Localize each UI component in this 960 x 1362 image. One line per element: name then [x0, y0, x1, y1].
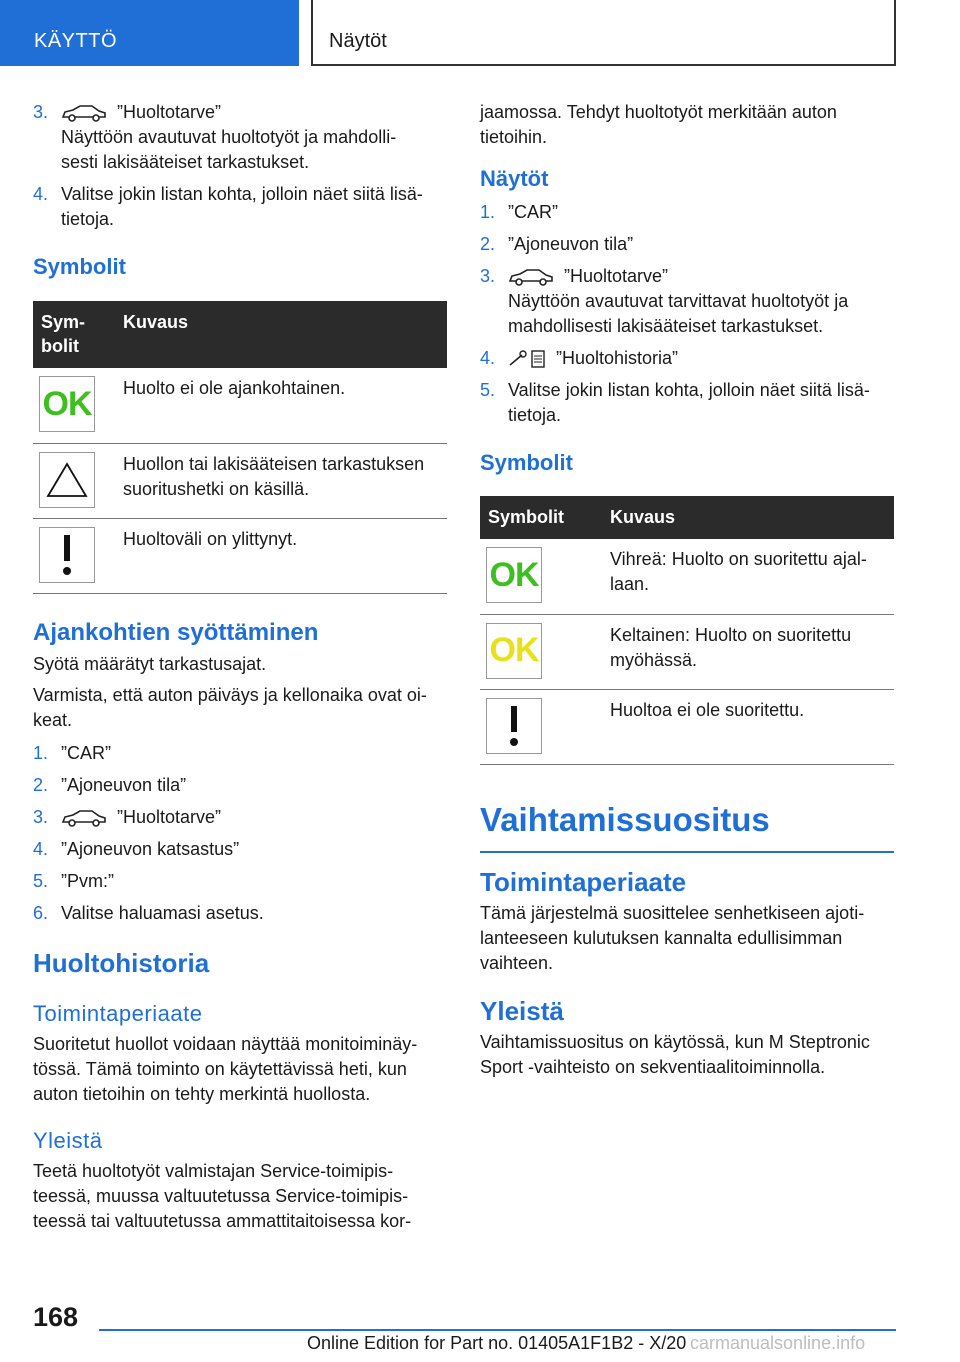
- ok-green-icon: OK: [486, 547, 542, 603]
- table-cell-description: Vihreä: Huolto on suoritettu ajal- laan.: [602, 539, 894, 614]
- footer-edition: Online Edition for Part no. 01405A1F1B2 - X/20: [307, 1333, 687, 1353]
- table-cell-description: Huolto ei ole ajankohtainen.: [115, 368, 447, 443]
- exclamation-icon: [486, 698, 542, 754]
- table-row: [33, 443, 447, 518]
- list-number: 4.: [480, 348, 496, 368]
- table-cell-description: Huoltoväli on ylittynyt.: [115, 518, 447, 593]
- table-row: [480, 614, 894, 689]
- list-text: Valitse jokin listan kohta, jolloin näet siitä lisä- tietoja.: [508, 380, 870, 425]
- list-number: 1.: [480, 202, 496, 222]
- gear-heading: Vaihtamissuositus: [480, 801, 894, 853]
- history-heading: Huoltohistoria: [33, 947, 210, 978]
- table-header-description: Kuvaus: [115, 301, 447, 368]
- paragraph: Varmista, että auton päiväys ja kellonaika ovat oi- keat.: [33, 684, 427, 730]
- table-row: [33, 368, 447, 443]
- list-item: [33, 869, 447, 894]
- list-text: ”CAR”: [61, 742, 111, 763]
- right-column: [480, 100, 894, 1080]
- list-item: [480, 200, 894, 225]
- list-text: ”Huoltotarve”: [117, 102, 222, 122]
- symbols-table: [480, 496, 894, 765]
- list-text: Valitse jokin listan kohta, jolloin näet siitä lisä- tietoja.: [61, 184, 423, 229]
- table-cell-description: Huollon tai lakisääteisen tarkastuksen suoritushetki on käsillä.: [115, 443, 447, 518]
- paragraph: Teetä huoltotyöt valmistajan Service-toimipis- teessä, muussa valtuutetussa Service-toimipis- teessä tai valtuutetussa ammattitaitoisessa kor-: [33, 1160, 412, 1231]
- gear-general-heading: Yleistä: [480, 995, 564, 1026]
- list-item: [33, 100, 447, 175]
- watermark: carmanualsonline.info: [690, 1333, 866, 1353]
- list-item: [33, 901, 447, 926]
- list-text: ”Huoltotarve”: [564, 266, 669, 286]
- list-text: ”Huoltotarve”: [117, 806, 222, 827]
- list-item: [480, 232, 894, 257]
- list-text: ”Ajoneuvon tila”: [61, 774, 187, 795]
- list-text: ”Pvm:”: [61, 870, 114, 891]
- list-number: 3.: [480, 266, 496, 286]
- car-icon: [61, 809, 107, 827]
- list-item: [480, 378, 894, 428]
- principle-heading: Toimintaperiaate: [33, 1000, 203, 1026]
- page-number: 168: [33, 1302, 79, 1332]
- car-icon: [61, 104, 107, 122]
- car-icon: [508, 268, 554, 286]
- warning-triangle-icon: [39, 452, 95, 508]
- table-header-symbol: Symbolit: [480, 496, 602, 539]
- section-label: KÄYTTÖ: [34, 30, 118, 52]
- list-number: 2.: [480, 234, 496, 254]
- table-header-row: [33, 301, 447, 368]
- list-item: [33, 741, 447, 766]
- table-header-row: [480, 496, 894, 539]
- paragraph: jaamossa. Tehdyt huoltotyöt merkitään auton tietoihin.: [480, 102, 837, 147]
- table-cell-description: Huoltoa ei ole suoritettu.: [602, 689, 894, 764]
- list-number: 4.: [33, 838, 49, 859]
- ok-yellow-icon: OK: [486, 623, 542, 679]
- list-number: 5.: [33, 870, 49, 891]
- table-header-description: Kuvaus: [602, 496, 894, 539]
- list-number: 3.: [33, 806, 49, 827]
- list-number: 1.: [33, 742, 49, 763]
- date-heading: Ajankohtien syöttäminen: [33, 618, 319, 646]
- list-subtext: Näyttöön avautuvat tarvittavat huoltotyöt ja mahdollisesti lakisääteiset tarkastukset.: [508, 291, 849, 336]
- table-row: [480, 539, 894, 614]
- page-title: Näytöt: [329, 30, 387, 52]
- ok-green-icon: OK: [39, 376, 95, 432]
- list-item: [480, 264, 894, 339]
- general-heading: Yleistä: [33, 1127, 103, 1153]
- symbols-heading: Symbolit: [33, 254, 126, 279]
- list-text: ”Ajoneuvon tila”: [508, 234, 634, 254]
- paragraph: Suoritetut huollot voidaan näyttää monitoiminäy- tössä. Tämä toiminto on käytettävissä heti, kun auton tietoihin on tehty merkintä huollosta.: [33, 1033, 418, 1104]
- list-number: 6.: [33, 902, 49, 923]
- paragraph: Vaihtamissuositus on käytössä, kun M Steptronic Sport -vaihteisto on sekventiaalitoiminnolla.: [480, 1031, 870, 1077]
- table-cell-description: Keltainen: Huolto on suoritettu myöhässä.: [602, 614, 894, 689]
- table-row: [480, 689, 894, 764]
- service-history-icon: [508, 349, 546, 369]
- list-number: 3.: [33, 102, 49, 122]
- list-text: ”Huoltohistoria”: [556, 348, 679, 368]
- list-item: [33, 837, 447, 862]
- displays-heading: Näytöt: [480, 166, 549, 191]
- exclamation-icon: [39, 527, 95, 583]
- list-number: 5.: [480, 380, 496, 400]
- list-text: ”Ajoneuvon katsastus”: [61, 838, 240, 859]
- gear-principle-heading: Toimintaperiaate: [480, 866, 687, 897]
- left-column: [33, 100, 447, 1234]
- paragraph: Syötä määrätyt tarkastusajat.: [33, 653, 267, 674]
- list-item: [33, 805, 447, 830]
- list-text: ”CAR”: [508, 202, 558, 222]
- table-row: [33, 518, 447, 593]
- symbols-table: [33, 301, 447, 594]
- list-number: 2.: [33, 774, 49, 795]
- list-subtext: Näyttöön avautuvat huoltotyöt ja mahdolli- sesti lakisääteiset tarkastukset.: [61, 127, 397, 172]
- list-item: [33, 773, 447, 798]
- section-tab: [0, 0, 299, 66]
- table-header-symbol: Sym- bolit: [33, 301, 115, 368]
- list-item: [480, 346, 894, 371]
- list-number: 4.: [33, 184, 49, 204]
- footer-divider: [99, 1329, 896, 1331]
- symbols-heading: Symbolit: [480, 450, 573, 475]
- list-text: Valitse haluamasi asetus.: [61, 902, 264, 923]
- list-item: [33, 182, 447, 232]
- page-title-box: [311, 0, 896, 66]
- paragraph: Tämä järjestelmä suosittelee senhetkiseen ajoti- lanteeseen kulutuksen kannalta edullisimman vaihteen.: [480, 902, 865, 973]
